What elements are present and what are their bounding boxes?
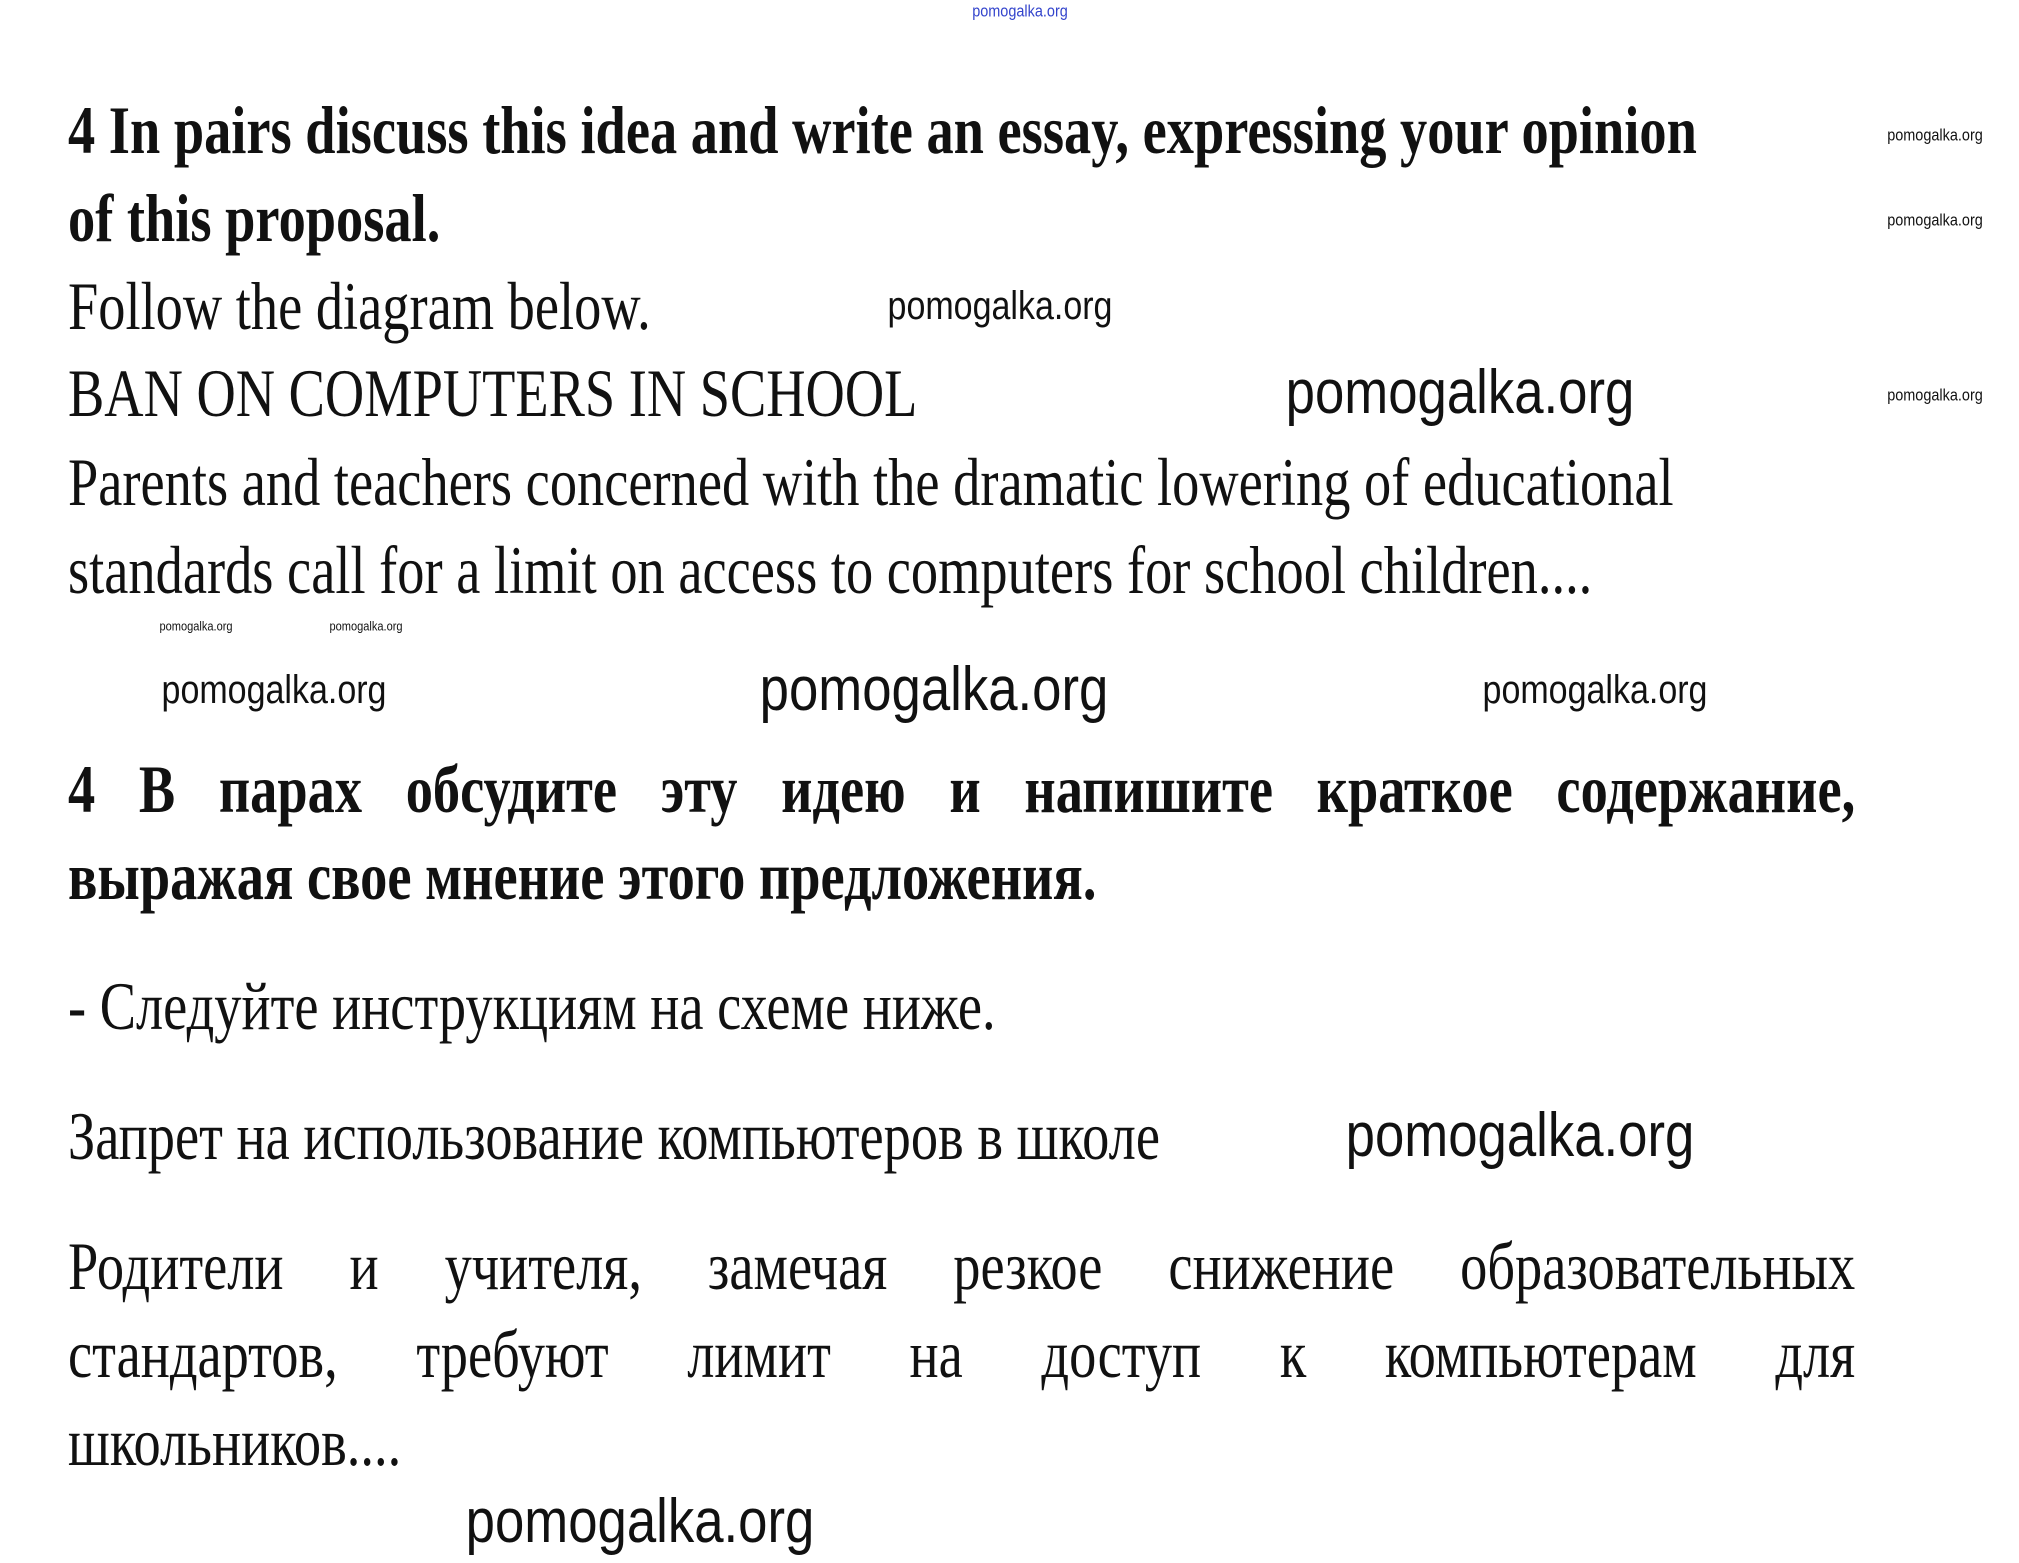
watermark: pomogalka.org	[887, 284, 1113, 328]
instruction-ru: - Следуйте инструкциям на схеме ниже.	[68, 968, 996, 1044]
body-ru-line1: Родители и учителя, замечая резкое снижение образовательных	[68, 1228, 1856, 1304]
instruction-en: Follow the diagram below.	[68, 268, 651, 344]
body-ru-line2: стандартов, требуют лимит на доступ к компьютерам для	[68, 1316, 1856, 1392]
task-heading-en-line2: of this proposal.	[68, 180, 441, 256]
watermark: pomogalka.org	[159, 618, 233, 634]
body-en-line2: standards call for a limit on access to computers for school children....	[68, 532, 1593, 608]
task-heading-ru-line1: 4 В парах обсудите эту идею и напишите краткое содержание,	[68, 751, 1856, 827]
watermark: pomogalka.org	[465, 1487, 815, 1556]
watermark: pomogalka.org	[759, 655, 1109, 724]
watermark: pomogalka.org	[329, 618, 403, 634]
task-heading-en-line1: 4 In pairs discuss this idea and write an essay, expressing your opinion	[68, 92, 1697, 168]
watermark: pomogalka.org	[161, 668, 387, 712]
watermark-top[interactable]: pomogalka.org	[972, 1, 1068, 21]
watermark: pomogalka.org	[1482, 668, 1708, 712]
task-heading-ru-line2: выражая свое мнение этого предложения.	[68, 838, 1097, 914]
body-en-line1: Parents and teachers concerned with the dramatic lowering of educational	[68, 444, 1674, 520]
headline-ru: Запрет на использование компьютеров в школе	[68, 1098, 1160, 1174]
watermark: pomogalka.org	[1285, 358, 1635, 427]
watermark: pomogalka.org	[1887, 210, 1983, 230]
watermark: pomogalka.org	[1887, 125, 1983, 145]
headline-en: BAN ON COMPUTERS IN SCHOOL	[68, 355, 918, 431]
body-ru-line3: школьников....	[68, 1404, 402, 1480]
watermark: pomogalka.org	[1887, 385, 1983, 405]
watermark: pomogalka.org	[1345, 1101, 1695, 1170]
